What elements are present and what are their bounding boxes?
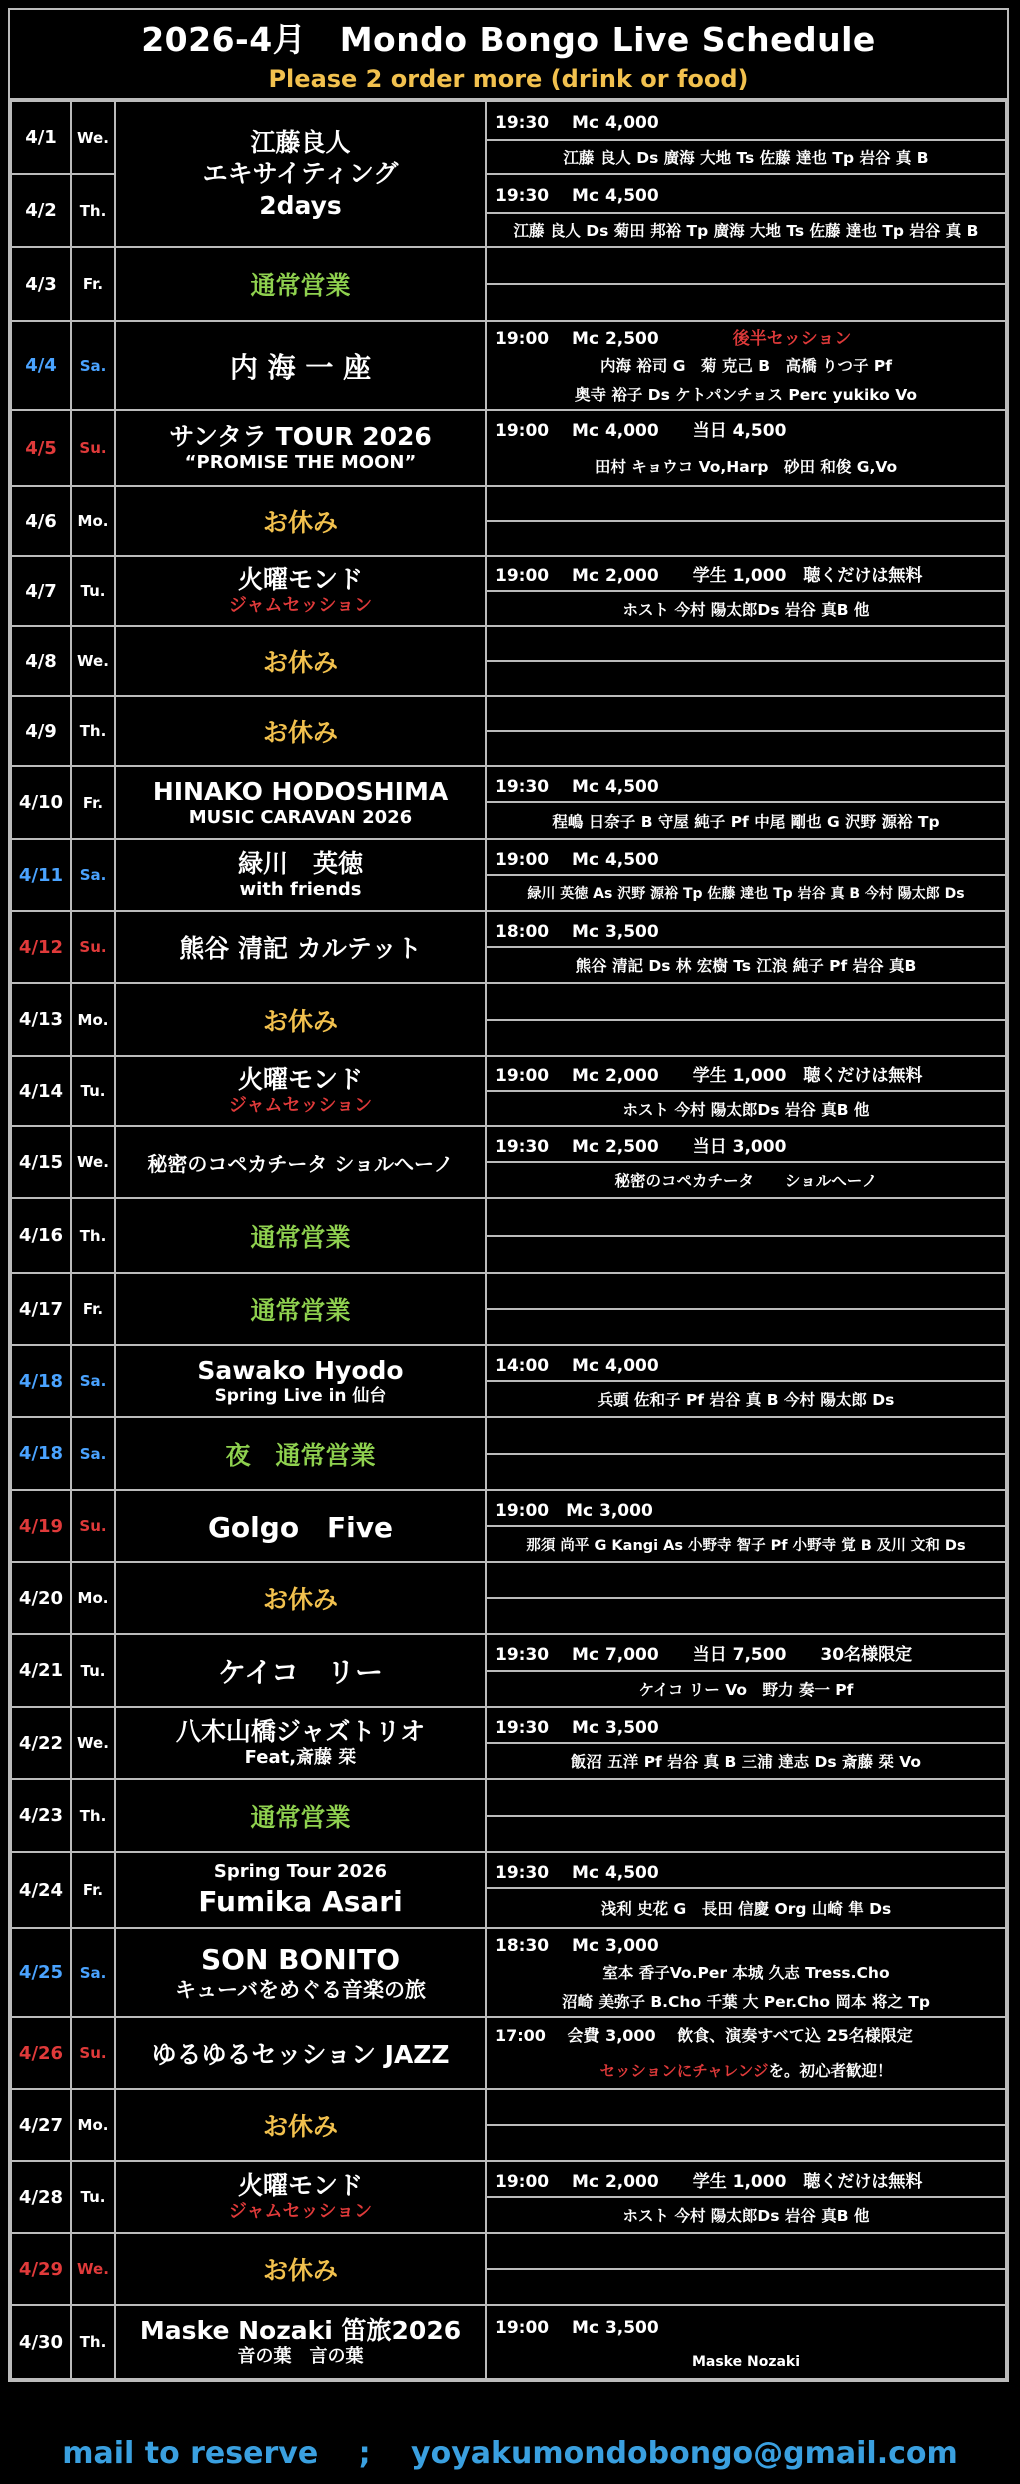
weekday-cell: Th. <box>71 1198 115 1273</box>
weekday-cell: Tu. <box>71 1056 115 1126</box>
table-row <box>11 1417 1006 1454</box>
table-row <box>11 2089 1006 2125</box>
time-price-cell <box>486 1562 1006 1598</box>
event-title: 緑川 英徳 <box>237 849 363 879</box>
performers-cell <box>486 2269 1006 2305</box>
weekday-cell: We. <box>71 626 115 696</box>
performers-cell <box>486 731 1006 766</box>
event-title-cell: お休み <box>115 486 486 556</box>
time-price-cell: 19:30 Mc 2,500 当日 3,000 <box>486 1126 1006 1162</box>
date-cell: 4/3 <box>11 247 71 321</box>
table-row <box>11 1490 1006 1526</box>
performers-cell <box>486 2051 1006 2089</box>
table-row <box>11 839 1006 875</box>
table-row <box>11 1634 1006 1671</box>
weekday-cell: We. <box>71 1707 115 1779</box>
event-subtitle: 音の葉 言の葉 <box>237 2346 364 2368</box>
event-title-cell: 通常営業 <box>115 1198 486 1273</box>
performers-cell <box>486 1816 1006 1852</box>
performers-cell <box>486 1454 1006 1490</box>
table-row <box>11 2017 1006 2051</box>
date-cell: 4/4 <box>11 321 71 410</box>
date-cell: 4/27 <box>11 2089 71 2161</box>
time-price-cell: 19:00 Mc 4,500 <box>486 839 1006 875</box>
time-price-cell <box>486 2233 1006 2269</box>
weekday-cell: Mo. <box>71 486 115 556</box>
table-row <box>11 486 1006 521</box>
date-cell: 4/18 <box>11 1417 71 1490</box>
performers-cell: 浅利 史花 G 長田 信慶 Org 山崎 隼 Ds <box>486 1888 1006 1928</box>
weekday-cell: Th. <box>71 2305 115 2379</box>
event-title: Sawako Hyodo <box>197 1355 404 1385</box>
date-cell: 4/11 <box>11 839 71 911</box>
performers-cell: 熊谷 清記 Ds 林 宏樹 Ts 江浪 純子 Pf 岩谷 真B <box>486 947 1006 983</box>
table-row <box>11 321 1006 351</box>
performers-cell: ホスト 今村 陽太郎Ds 岩谷 真B 他 <box>486 2197 1006 2233</box>
weekday-cell: Th. <box>71 174 115 247</box>
event-subtitle: MUSIC CARAVAN 2026 <box>188 806 413 828</box>
event-subtitle: Feat,斎藤 栞 <box>244 1747 357 1769</box>
weekday-cell: Tu. <box>71 2161 115 2233</box>
table-row <box>11 983 1006 1020</box>
jam-session-label: ジャムセッション <box>228 1095 373 1117</box>
reservation-email[interactable]: mail to reserve ; yoyakumondobongo@gmail.com <box>62 2436 958 2471</box>
performers-cell: 緑川 英徳 As 沢野 源裕 Tp 佐藤 達也 Tp 岩谷 真 B 今村 陽太郎 Ds <box>486 875 1006 911</box>
weekday-cell: Mo. <box>71 983 115 1056</box>
event-title: 江藤良人 <box>250 128 351 158</box>
date-cell: 4/19 <box>11 1490 71 1562</box>
table-row <box>11 2305 1006 2345</box>
date-cell: 4/18 <box>11 1345 71 1417</box>
performers-cell: 江藤 良人 Ds 菊田 邦裕 Tp 廣海 大地 Ts 佐藤 達也 Tp 岩谷 真 B <box>486 213 1006 247</box>
date-cell: 4/20 <box>11 1562 71 1634</box>
order-notice: Please 2 order more (drink or food) <box>268 65 749 93</box>
event-title-cell: お休み <box>115 696 486 766</box>
performers-cell: 沼崎 美弥子 B.Cho 千葉 大 Per.Cho 岡本 将之 Tp <box>486 1986 1006 2017</box>
date-cell: 4/28 <box>11 2161 71 2233</box>
weekday-cell: Sa. <box>71 1345 115 1417</box>
time-price-cell: 19:00 Mc 2,000 学生 1,000 聴くだけは無料 <box>486 556 1006 591</box>
event-title-cell <box>115 2161 486 2233</box>
event-title: サンタラ TOUR 2026 <box>169 422 432 452</box>
session-challenge: セッションにチャレンジ <box>599 2061 769 2080</box>
table-row <box>11 1273 1006 1309</box>
event-title-cell: お休み <box>115 983 486 1056</box>
event-title-cell: 夜 通常営業 <box>115 1417 486 1490</box>
date-cell: 4/13 <box>11 983 71 1056</box>
table-row <box>11 247 1006 284</box>
event-title-cell: 秘密のコペカチータ ショルへーノ <box>115 1126 486 1198</box>
table-row <box>11 626 1006 661</box>
table-row <box>11 911 1006 947</box>
event-title-cell: ケイコ リー <box>115 1634 486 1707</box>
time-price-cell: 19:30 Mc 4,000 <box>486 101 1006 140</box>
date-cell: 4/5 <box>11 410 71 486</box>
performers-cell: 兵頭 佐和子 Pf 岩谷 真 B 今村 陽太郎 Ds <box>486 1381 1006 1417</box>
event-title-cell: 熊谷 清記 カルテット <box>115 911 486 983</box>
event-subtitle: Spring Live in 仙台 <box>214 1386 387 1406</box>
date-cell: 4/15 <box>11 1126 71 1198</box>
table-row <box>11 1707 1006 1743</box>
event-title: 火曜モンド <box>237 565 363 595</box>
performers-cell: 飯沼 五洋 Pf 岩谷 真 B 三浦 達志 Ds 斎藤 栞 Vo <box>486 1743 1006 1779</box>
event-title: HINAKO HODOSHIMA <box>152 776 449 806</box>
time-price-cell: 19:00 Mc 4,000 当日 4,500 <box>486 410 1006 446</box>
performers-cell: Maske Nozaki <box>486 2345 1006 2379</box>
table-row <box>11 1126 1006 1162</box>
event-subtitle: “PROMISE THE MOON” <box>184 452 417 474</box>
event-title: 2days <box>259 190 342 220</box>
date-cell: 4/26 <box>11 2017 71 2089</box>
performers-cell <box>486 1020 1006 1056</box>
date-cell: 4/2 <box>11 174 71 247</box>
time-price-cell: 14:00 Mc 4,000 <box>486 1345 1006 1381</box>
performers-cell: 那須 尚平 G Kangi As 小野寺 智子 Pf 小野寺 覚 B 及川 文和 Ds <box>486 1526 1006 1562</box>
time-price-cell <box>486 1779 1006 1816</box>
time-price-cell <box>486 321 1006 351</box>
time-price-cell: 19:30 Mc 3,500 <box>486 1707 1006 1743</box>
time-price-cell: 18:00 Mc 3,500 <box>486 911 1006 947</box>
performers-cell <box>486 1598 1006 1634</box>
performers-cell: 内海 裕司 G 菊 克己 B 高橋 りつ子 Pf <box>486 351 1006 379</box>
weekday-cell: We. <box>71 1126 115 1198</box>
schedule-table <box>10 100 1007 2380</box>
performers-cell <box>486 1236 1006 1273</box>
time-price-cell <box>486 486 1006 521</box>
weekday-cell: We. <box>71 2233 115 2305</box>
performers-cell: 秘密のコペカチータ ショルへーノ <box>486 1162 1006 1198</box>
date-cell: 4/21 <box>11 1634 71 1707</box>
time-price: 19:00 Mc 2,500 <box>495 329 659 349</box>
event-title: SON BONITO <box>200 1942 401 1976</box>
table-row <box>11 1779 1006 1816</box>
weekday-cell: Su. <box>71 410 115 486</box>
weekday-cell: We. <box>71 101 115 174</box>
event-title-cell <box>115 556 486 626</box>
event-title-cell: 通常営業 <box>115 247 486 321</box>
schedule-frame <box>8 8 1009 2382</box>
time-price-cell: 19:00 Mc 3,000 <box>486 1490 1006 1526</box>
time-price-cell: 19:00 Mc 2,000 学生 1,000 聴くだけは無料 <box>486 2161 1006 2197</box>
time-price-cell <box>486 983 1006 1020</box>
date-cell: 4/22 <box>11 1707 71 1779</box>
time-price-cell: 19:30 Mc 4,500 <box>486 1852 1006 1888</box>
weekday-cell: Sa. <box>71 1928 115 2017</box>
event-title-cell: 通常営業 <box>115 1779 486 1852</box>
date-cell: 4/1 <box>11 101 71 174</box>
time-price-cell <box>486 696 1006 731</box>
session-note: 後半セッション <box>732 329 852 349</box>
weekday-cell: Sa. <box>71 1417 115 1490</box>
time-price-cell <box>486 1198 1006 1236</box>
weekday-cell: Sa. <box>71 321 115 410</box>
jam-session-label: ジャムセッション <box>228 2201 373 2223</box>
weekday-cell: Su. <box>71 1490 115 1562</box>
date-cell: 4/16 <box>11 1198 71 1273</box>
table-row <box>11 1852 1006 1888</box>
event-title-cell <box>115 2305 486 2379</box>
date-cell: 4/10 <box>11 766 71 839</box>
performers-cell: 田村 キョウコ Vo,Harp 砂田 和俊 G,Vo <box>486 446 1006 486</box>
date-cell: 4/17 <box>11 1273 71 1345</box>
event-title-cell <box>115 1056 486 1126</box>
event-title-cell <box>115 1345 486 1417</box>
event-subtitle: with friends <box>239 879 362 901</box>
page-title: 2026-4月 Mondo Bongo Live Schedule <box>141 20 876 59</box>
jam-session-label: ジャムセッション <box>228 595 373 617</box>
performers-cell <box>486 284 1006 321</box>
time-price-cell: 19:30 Mc 7,000 当日 7,500 30名様限定 <box>486 1634 1006 1671</box>
performers-cell: 程嶋 日奈子 B 守屋 純子 Pf 中尾 剛也 G 沢野 源裕 Tp <box>486 802 1006 839</box>
event-title-cell: お休み <box>115 626 486 696</box>
event-title-cell <box>115 101 486 247</box>
date-cell: 4/8 <box>11 626 71 696</box>
performers-cell: ホスト 今村 陽太郎Ds 岩谷 真B 他 <box>486 591 1006 626</box>
weekday-cell: Th. <box>71 696 115 766</box>
event-subtitle: キューバをめぐる音楽の旅 <box>175 1977 426 2002</box>
time-price-cell: 18:30 Mc 3,000 <box>486 1928 1006 1958</box>
weekday-cell: Su. <box>71 911 115 983</box>
performers-cell <box>486 2125 1006 2161</box>
performers-cell: 室本 香子Vo.Per 本城 久志 Tress.Cho <box>486 1958 1006 1986</box>
date-cell: 4/30 <box>11 2305 71 2379</box>
date-cell: 4/9 <box>11 696 71 766</box>
event-title-cell: ゆるゆるセッション JAZZ <box>115 2017 486 2089</box>
event-title: 火曜モンド <box>237 2171 363 2201</box>
event-title: 八木山橋ジャズトリオ <box>175 1717 426 1747</box>
time-price-cell: 17:00 会費 3,000 飲食、演奏すべて込 25名様限定 <box>486 2017 1006 2051</box>
date-cell: 4/7 <box>11 556 71 626</box>
table-row <box>11 1928 1006 1958</box>
weekday-cell: Fr. <box>71 247 115 321</box>
performers-cell: ホスト 今村 陽太郎Ds 岩谷 真B 他 <box>486 1091 1006 1126</box>
beginner-welcome: を。初心者歓迎！ <box>768 2061 893 2080</box>
event-title-cell: お休み <box>115 2089 486 2161</box>
weekday-cell: Tu. <box>71 556 115 626</box>
date-cell: 4/6 <box>11 486 71 556</box>
event-title: Maske Nozaki 笛旅2026 <box>139 2316 462 2346</box>
weekday-cell: Fr. <box>71 1273 115 1345</box>
weekday-cell: Mo. <box>71 1562 115 1634</box>
time-price-cell <box>486 626 1006 661</box>
table-row <box>11 696 1006 731</box>
event-title: 火曜モンド <box>237 1065 363 1095</box>
event-title-cell: 通常営業 <box>115 1273 486 1345</box>
table-row <box>11 101 1006 140</box>
performers-cell <box>486 521 1006 556</box>
schedule-header <box>10 10 1007 100</box>
performers-cell <box>486 1309 1006 1345</box>
table-row <box>11 2233 1006 2269</box>
date-cell: 4/29 <box>11 2233 71 2305</box>
event-title-cell <box>115 766 486 839</box>
weekday-cell: Tu. <box>71 1634 115 1707</box>
time-price-cell <box>486 1273 1006 1309</box>
event-title-cell: Golgo Five <box>115 1490 486 1562</box>
time-price-cell: 19:30 Mc 4,500 <box>486 766 1006 802</box>
event-title-cell: お休み <box>115 2233 486 2305</box>
weekday-cell: Mo. <box>71 2089 115 2161</box>
table-row <box>11 410 1006 446</box>
event-title: Fumika Asari <box>198 1884 403 1918</box>
table-row <box>11 1345 1006 1381</box>
table-row <box>11 1198 1006 1236</box>
time-price-cell <box>486 247 1006 284</box>
event-title-cell: お休み <box>115 1562 486 1634</box>
weekday-cell: Fr. <box>71 766 115 839</box>
event-title-cell <box>115 839 486 911</box>
date-cell: 4/24 <box>11 1852 71 1928</box>
weekday-cell: Sa. <box>71 839 115 911</box>
performers-cell: ケイコ リー Vo 野力 奏一 Pf <box>486 1671 1006 1707</box>
performers-cell: 江藤 良人 Ds 廣海 大地 Ts 佐藤 達也 Tp 岩谷 真 B <box>486 140 1006 174</box>
event-title-cell <box>115 410 486 486</box>
table-row <box>11 766 1006 802</box>
table-row <box>11 1056 1006 1091</box>
weekday-cell: Fr. <box>71 1852 115 1928</box>
weekday-cell: Su. <box>71 2017 115 2089</box>
performers-cell: 奥寺 裕子 Ds ケトパンチョス Perc yukiko Vo <box>486 379 1006 410</box>
time-price-cell <box>486 2089 1006 2125</box>
performers-cell <box>486 661 1006 696</box>
event-title-cell <box>115 1707 486 1779</box>
time-price-cell <box>486 1417 1006 1454</box>
weekday-cell: Th. <box>71 1779 115 1852</box>
date-cell: 4/12 <box>11 911 71 983</box>
time-price-cell: 19:00 Mc 2,000 学生 1,000 聴くだけは無料 <box>486 1056 1006 1091</box>
date-cell: 4/14 <box>11 1056 71 1126</box>
date-cell: 4/23 <box>11 1779 71 1852</box>
table-row <box>11 556 1006 591</box>
event-title-cell <box>115 1928 486 2017</box>
date-cell: 4/25 <box>11 1928 71 2017</box>
event-title: エキサイティング <box>202 159 399 189</box>
time-price-cell: 19:00 Mc 3,500 <box>486 2305 1006 2345</box>
event-pretitle: Spring Tour 2026 <box>213 1861 388 1883</box>
table-row <box>11 2161 1006 2197</box>
event-title-cell: 内 海 一 座 <box>115 321 486 410</box>
table-row <box>11 1562 1006 1598</box>
event-title-cell <box>115 1852 486 1928</box>
time-price-cell: 19:30 Mc 4,500 <box>486 174 1006 213</box>
